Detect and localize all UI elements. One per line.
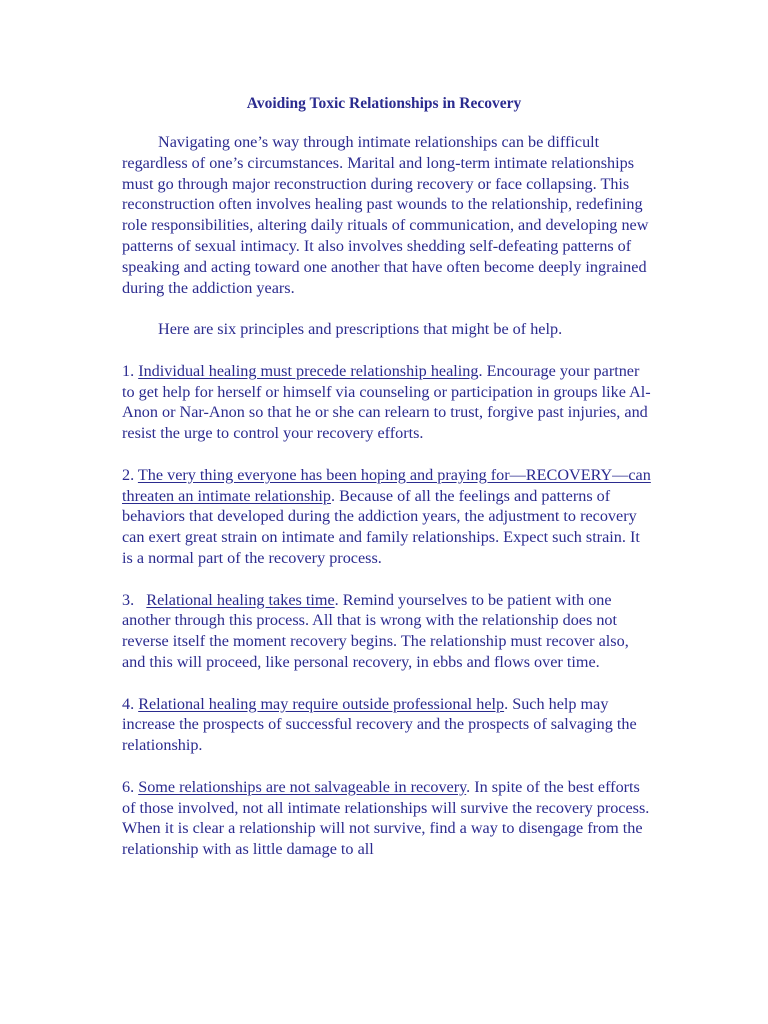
principle-4-text: . Such help may increase the prospects of successful recovery and the prospects of salvaging the relationship.	[122, 694, 637, 755]
principle-4-number: 4.	[122, 694, 139, 713]
principle-1	[122, 361, 652, 444]
principle-6-text: . In spite of the best efforts of those involved, not all intimate relationships will survive the recovery process. When it is clear a relationship will not survive, find a way to disengage from the relationship with as little damage to all	[122, 777, 650, 859]
principle-3-text: . Remind yourselves to be patient with one another through this process. All that is wrong with the relationship does not reverse itself the moment recovery begins. The relationship must recover also, and this will proceed, like personal recovery, in ebbs and flows over time.	[122, 590, 629, 671]
intro-paragraph: Navigating one’s way through intimate relationships can be difficult regardless of one’s circumstances. Marital and long-term intimate relationships must go through major reconstruction during recovery or face collapsing. This reconstruction often involves healing past wounds to the relationship, redefining role responsibilities, altering daily rituals of communication, and developing new patterns of sexual intimacy. It also involves shedding self-defeating patterns of speaking and acting toward one another that have often become deeply ingrained during the addiction years.	[122, 133, 649, 297]
principle-4	[122, 694, 652, 756]
principle-3-number: 3.	[122, 590, 147, 609]
document-title: Avoiding Toxic Relationships in Recovery	[246, 95, 522, 112]
principle-2-heading: The very thing everyone has been hoping and praying for—RECOVERY—can threaten an intimate relationship	[122, 465, 651, 505]
document-body	[122, 132, 652, 881]
lead-paragraph: Here are six principles and prescriptions that might be of help.	[158, 320, 563, 339]
principle-6	[122, 777, 652, 860]
principle-1-text: . Encourage your partner to get help for herself or himself via counseling or participation in groups like Al-Anon or Nar-Anon so that he or she can relearn to trust, forgive past injuries, and resist the urge to control your recovery efforts.	[122, 361, 651, 443]
principle-1-number: 1.	[122, 361, 139, 380]
principle-2-text: . Because of all the feelings and patterns of behaviors that developed during the addiction years, the adjustment to recovery can exert great strain on intimate and family relationships. Expect such strain. It is a normal part of the recovery process.	[122, 486, 640, 567]
principle-1-heading: Individual healing must precede relationship healing	[138, 361, 479, 380]
principle-2-number: 2.	[122, 465, 138, 484]
principle-6-heading: Some relationships are not salvageable in recovery	[138, 777, 467, 796]
principle-3	[122, 590, 652, 673]
principle-3-heading: Relational healing takes time	[146, 590, 335, 609]
principle-4-heading: Relational healing may require outside professional help	[138, 694, 505, 713]
principle-2	[122, 465, 652, 569]
principle-6-number: 6.	[122, 777, 139, 796]
